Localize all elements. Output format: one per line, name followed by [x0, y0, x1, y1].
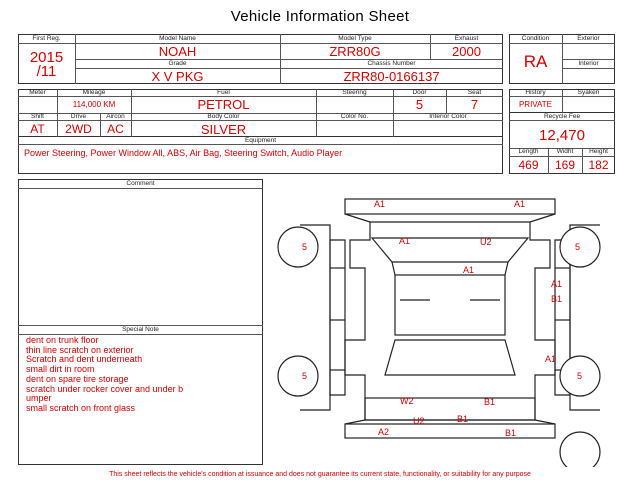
body-outline [345, 222, 555, 420]
windshield [372, 238, 528, 262]
mileage-label: Mileage [82, 89, 106, 96]
interior-label: Interior [578, 60, 599, 67]
mark-a1-roof: A1 [463, 265, 475, 275]
tire-front-left [278, 227, 318, 267]
history-label: History [525, 89, 546, 96]
mark-a1-front-left: A1 [374, 199, 386, 209]
car-damage-diagram [268, 185, 622, 467]
length-value: 469 [518, 158, 539, 172]
model-name-label: Model Name [159, 35, 196, 42]
width-value: 169 [554, 158, 576, 172]
exhaust-value: 2000 [452, 44, 481, 59]
special-note-label: Special Note [122, 326, 159, 333]
fuel-value: PETROL [197, 97, 250, 112]
chassis-number-label: Chassis Number [367, 60, 416, 67]
exterior-label: Exterior [577, 35, 600, 42]
equipment-value: Power Steering, Power Window All, ABS, Air Bag, Steering Switch, Audio Player [24, 148, 343, 158]
tailgate [365, 398, 535, 420]
seat-label: Seat [467, 89, 482, 96]
condition-label: Condition [521, 35, 550, 42]
exhaust-label: Exhaust [454, 35, 479, 42]
special-notes-list [26, 336, 183, 414]
mark-a1-front-right: A1 [514, 199, 526, 209]
recycle-fee-label: Recycle Fee [543, 113, 581, 120]
height-value: 182 [588, 158, 609, 172]
meter-label: Meter [29, 89, 46, 96]
body-color-value: SILVER [200, 122, 247, 137]
rear-window [385, 340, 515, 375]
door-label: Door [412, 89, 427, 96]
history-value: PRIVATE [518, 100, 553, 109]
condition-value: RA [523, 52, 548, 71]
shift-label: Shift [30, 113, 44, 120]
mark-u2-rear: U2 [413, 416, 425, 426]
rear-bumper [345, 424, 555, 438]
model-type-label: Model Type [338, 35, 372, 42]
drive-value: 2WD [65, 122, 92, 136]
first-reg-label: First Reg. [32, 35, 61, 42]
mark-b1-bumper: B1 [505, 428, 517, 438]
height-label: Height [589, 148, 608, 155]
mark-a1-right-rear: A1 [545, 354, 557, 364]
grade-label: Grade [168, 60, 187, 67]
chassis-number-value: ZRR80-0166137 [343, 69, 440, 84]
steering-label: Steering [342, 89, 367, 96]
grade-value: X V PKG [151, 69, 204, 84]
special-note-item: dent on trunk floor [26, 335, 99, 345]
mark-u2-hood: U2 [480, 237, 492, 247]
mark-a1-hood: A1 [399, 236, 411, 246]
model-type-value: ZRR80G [329, 44, 381, 59]
special-note-item: Scratch and dent underneath [26, 354, 143, 365]
mark-w2-rear: W2 [400, 396, 414, 406]
mark-a1-right-front: A1 [551, 279, 563, 289]
equipment-label: Equipment [244, 137, 277, 144]
special-note-item: dent on spare tire storage [26, 373, 129, 384]
special-note-item: scratch under rocker cover and under b [26, 383, 184, 394]
fuel-label: Fuel [217, 89, 230, 96]
syaken-label: Syaken [577, 89, 600, 96]
body-color-label: Body Color [207, 113, 240, 120]
special-note-item: umper [26, 393, 52, 404]
aircon-label: Aircon [106, 113, 125, 120]
special-note-item: thin line scratch on exterior [26, 344, 134, 355]
model-name-value: NOAH [158, 44, 197, 59]
length-label: Length [518, 148, 539, 155]
roof [395, 275, 505, 335]
mark-a2-bumper: A2 [378, 427, 390, 437]
tire-rear-left [278, 356, 318, 396]
sheet-title: Vehicle Information Sheet [230, 8, 410, 25]
drive-label: Drive [70, 113, 87, 120]
mark-b1-rear-a: B1 [484, 397, 496, 407]
spare-tire [560, 432, 600, 467]
mileage-value: 114,000 KM [72, 100, 116, 109]
comment-box [18, 179, 263, 465]
mark-tire-fr: 5 [575, 242, 581, 252]
comment-label: Comment [126, 180, 155, 187]
color-no-label: Color No. [340, 113, 369, 120]
aircon-value: AC [107, 122, 124, 136]
special-note-item: small scratch on front glass [26, 402, 136, 413]
mark-tire-fl: 5 [302, 242, 308, 252]
shift-value: AT [30, 122, 45, 136]
width-label: Widht [556, 148, 574, 155]
seat-value: 7 [470, 97, 479, 112]
mark-b1-rear-b: B1 [457, 414, 469, 424]
door-value: 5 [415, 97, 424, 112]
left-doors [330, 240, 345, 395]
disclaimer-footer: This sheet reflects the vehicle's condition at issuance and does not guarantee its current state, functionality, or suitability for any purpose [109, 471, 531, 478]
interior-color-label: Interior Color [429, 113, 467, 120]
special-note-item: small dirt in room [26, 364, 95, 375]
first-reg-year: 2015 [29, 49, 64, 66]
mark-tire-rl: 5 [302, 371, 308, 381]
recycle-fee-value: 12,470 [539, 127, 585, 144]
mark-tire-rr: 5 [577, 371, 583, 381]
mark-b1-right-front: B1 [551, 294, 563, 304]
first-reg-month: /11 [36, 63, 57, 80]
